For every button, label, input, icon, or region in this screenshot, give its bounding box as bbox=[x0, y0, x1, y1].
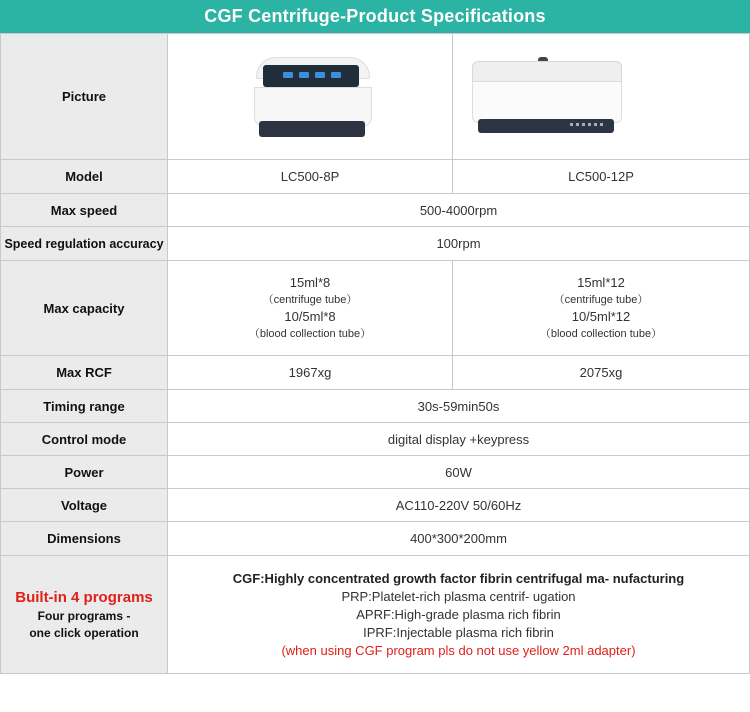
label-timing: Timing range bbox=[1, 390, 168, 423]
capacity-2-line-3: 10/5ml*12 bbox=[571, 309, 631, 324]
row-dimensions bbox=[1, 522, 750, 556]
row-picture bbox=[1, 34, 750, 160]
capacity-2-line-4: （blood collection tube） bbox=[539, 328, 663, 340]
spec-table bbox=[0, 33, 750, 674]
programs-subtitle-1: Four programs - bbox=[37, 608, 131, 623]
program-aprf: APRF:High-grade plasma rich fibrin bbox=[356, 606, 561, 622]
model-value-1: LC500-8P bbox=[168, 160, 453, 194]
centrifuge-12p-image bbox=[470, 57, 622, 137]
max-speed-value: 500-4000rpm bbox=[168, 194, 750, 227]
row-max-speed bbox=[1, 194, 750, 227]
label-picture: Picture bbox=[1, 34, 168, 160]
label-capacity: Max capacity bbox=[1, 261, 168, 356]
program-prp: PRP:Platelet-rich plasma centrif- ugation bbox=[341, 588, 576, 604]
row-capacity bbox=[1, 261, 750, 356]
label-accuracy: Speed regulation accuracy bbox=[1, 227, 168, 261]
picture-lc500-8p bbox=[168, 34, 453, 160]
row-programs bbox=[1, 556, 750, 674]
row-control bbox=[1, 423, 750, 456]
row-voltage bbox=[1, 489, 750, 522]
model-value-2: LC500-12P bbox=[453, 160, 750, 194]
centrifuge-8p-image bbox=[253, 57, 371, 137]
accuracy-value: 100rpm bbox=[168, 227, 750, 261]
dimensions-value: 400*300*200mm bbox=[168, 522, 750, 556]
timing-value: 30s-59min50s bbox=[168, 390, 750, 423]
label-power: Power bbox=[1, 456, 168, 489]
power-value: 60W bbox=[168, 456, 750, 489]
label-max-rcf: Max RCF bbox=[1, 356, 168, 390]
label-programs bbox=[1, 556, 168, 674]
row-power bbox=[1, 456, 750, 489]
programs-title: Built-in 4 programs bbox=[15, 588, 153, 606]
voltage-value: AC110-220V 50/60Hz bbox=[168, 489, 750, 522]
picture-lc500-12p bbox=[453, 34, 750, 160]
capacity-1-line-1: 15ml*8 bbox=[289, 275, 331, 290]
program-cgf: CGF:Highly concentrated growth factor fibrin centrifugal ma- nufacturing bbox=[232, 570, 685, 586]
control-value: digital display +keypress bbox=[168, 423, 750, 456]
program-warning-note: (when using CGF program pls do not use yellow 2ml adapter) bbox=[281, 642, 636, 658]
programs-subtitle-2: one click operation bbox=[29, 625, 139, 640]
page-title: CGF Centrifuge-Product Specifications bbox=[0, 0, 750, 33]
capacity-value-1 bbox=[168, 261, 453, 356]
capacity-2-line-2: （centrifuge tube） bbox=[553, 294, 649, 306]
label-model: Model bbox=[1, 160, 168, 194]
row-accuracy bbox=[1, 227, 750, 261]
capacity-1-line-3: 10/5ml*8 bbox=[284, 309, 336, 324]
program-iprf: IPRF:Injectable plasma rich fibrin bbox=[363, 624, 554, 640]
row-timing bbox=[1, 390, 750, 423]
label-dimensions: Dimensions bbox=[1, 522, 168, 556]
rcf-value-2: 2075xg bbox=[453, 356, 750, 390]
programs-list bbox=[168, 556, 750, 674]
row-max-rcf bbox=[1, 356, 750, 390]
rcf-value-1: 1967xg bbox=[168, 356, 453, 390]
row-model bbox=[1, 160, 750, 194]
label-voltage: Voltage bbox=[1, 489, 168, 522]
capacity-2-line-1: 15ml*12 bbox=[577, 275, 625, 290]
label-max-speed: Max speed bbox=[1, 194, 168, 227]
label-control: Control mode bbox=[1, 423, 168, 456]
capacity-value-2 bbox=[453, 261, 750, 356]
capacity-1-line-2: （centrifuge tube） bbox=[262, 294, 358, 306]
capacity-1-line-4: （blood collection tube） bbox=[248, 328, 372, 340]
